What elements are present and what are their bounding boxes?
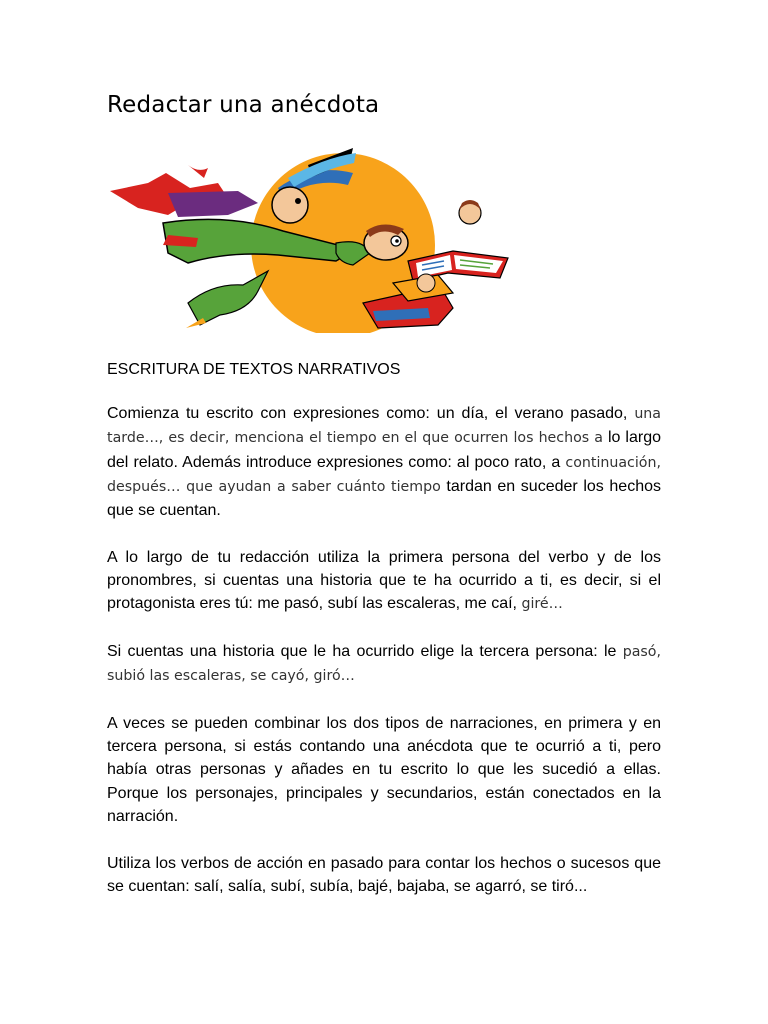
paragraph-segment: Comienza tu escrito con expresiones como: un día, el verano pasado, (107, 405, 635, 422)
section-heading: ESCRITURA DE TEXTOS NARRATIVOS (107, 361, 401, 378)
green-bird-shape (188, 271, 268, 325)
body-text (107, 402, 661, 922)
paragraph-segment: pasó, subió las escaleras, se cayó, giró… (107, 643, 661, 685)
paragraph-4 (107, 712, 661, 828)
paragraph-segment: giré… (521, 596, 563, 613)
paragraph-1 (107, 402, 661, 522)
paragraph-segment: una tarde…, es decir, menciona el tiempo en el que ocurren los hechos a (107, 406, 661, 447)
paragraph-segment: Utiliza los verbos de acción en pasado para contar los hechos o sucesos que se cuentan: salí, salía, subí, subía, bajé, bajaba, se agarró, se tiró... (107, 854, 661, 895)
paragraph-2 (107, 546, 661, 617)
paragraph-segment: A lo largo de tu redacción utiliza la primera persona del verbo y de los pronombres, si cuentas una historia que te ha ocurrido a ti, es decir, si el protagonista eres tú: me pasó, subí las escaleras, me caí, (107, 548, 661, 613)
paragraph-segment: Si cuentas una historia que le ha ocurrido elige la tercera persona: le (107, 642, 623, 660)
flying-reader-clipart-icon (108, 143, 518, 333)
paragraph-segment: lo largo del relato. Además introduce expresiones como: al poco rato, a (107, 429, 661, 471)
page-title: Redactar una anécdota (107, 92, 380, 118)
paragraph-segment: tardan en suceder los hechos que se cuentan. (107, 477, 661, 520)
paragraph-segment: continuación, después… que ayudan a saber cuánto tiempo (107, 454, 661, 495)
paragraph-3 (107, 640, 661, 689)
paragraph-segment: A veces se pueden combinar los dos tipos de narraciones, en primera y en tercera persona, si estás contando una anécdota que te ocurrió a ti, pero había otras personas y añades en tu escrito lo que les sucedió a ellas. Porque los personajes, principales y secundarios, están conectados en la narración. (107, 714, 661, 826)
paragraph-5 (107, 852, 661, 899)
